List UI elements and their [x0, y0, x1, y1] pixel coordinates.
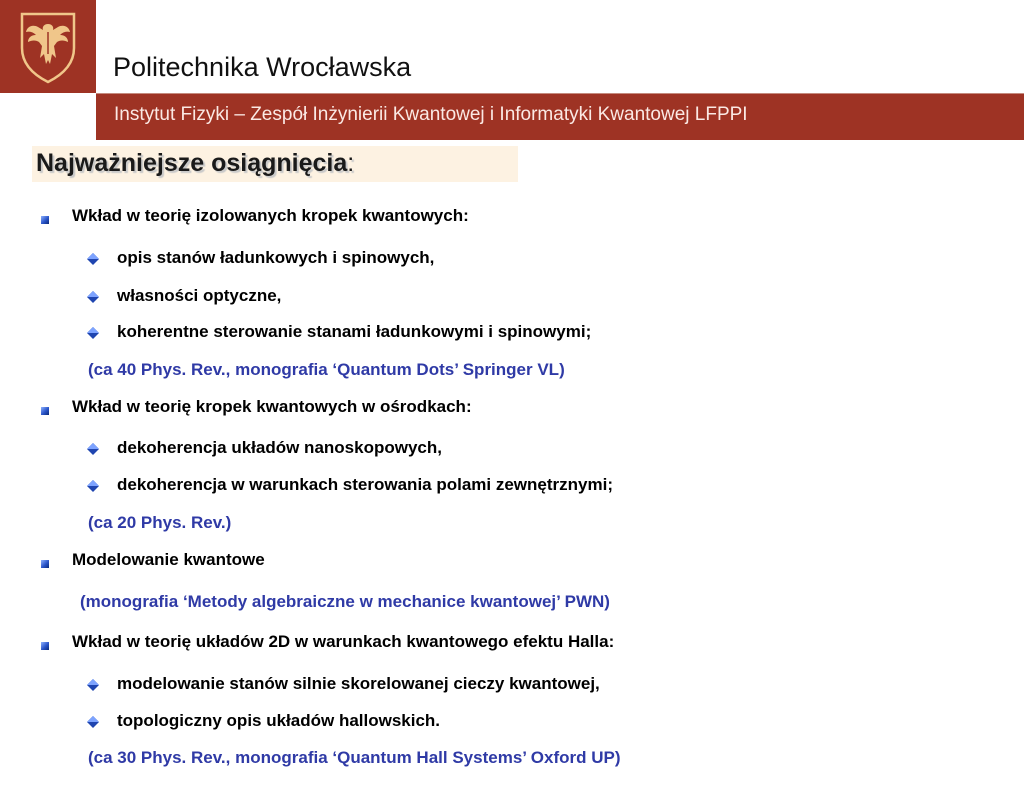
list-item: koherentne sterowanie stanami ładunkowymi i spinowymi; — [117, 322, 592, 341]
list-item: własności optyczne, — [117, 286, 282, 305]
list-item: topologiczny opis układów hallowskich. — [117, 711, 441, 730]
section-heading: Modelowanie kwantowe — [72, 550, 265, 569]
diamond-bullet-icon — [86, 715, 100, 729]
diamond-bullet-icon — [86, 678, 100, 692]
diamond-bullet-icon — [86, 326, 100, 340]
slide-title-colon: : — [347, 149, 355, 177]
section-heading: Wkład w teorię układów 2D w warunkach kwantowego efektu Halla: — [72, 632, 615, 651]
square-bullet-icon — [41, 642, 49, 650]
diamond-bullet-icon — [86, 252, 100, 266]
publication-note: (monografia ‘Metody algebraiczne w mechanice kwantowej’ PWN) — [80, 592, 610, 611]
diamond-bullet-icon — [86, 290, 100, 304]
publication-note: (ca 20 Phys. Rev.) — [88, 513, 232, 532]
square-bullet-icon — [41, 560, 49, 568]
institute-subtitle: Instytut Fizyki – Zespół Inżynierii Kwantowej i Informatyki Kwantowej LFPPI — [114, 104, 748, 125]
diamond-bullet-icon — [86, 479, 100, 493]
square-bullet-icon — [41, 407, 49, 415]
publication-note: (ca 30 Phys. Rev., monografia ‘Quantum Hall Systems’ Oxford UP) — [88, 748, 621, 767]
list-item: modelowanie stanów silnie skorelowanej cieczy kwantowej, — [117, 674, 600, 693]
diamond-bullet-icon — [86, 442, 100, 456]
list-item: dekoherencja układów nanoskopowych, — [117, 438, 442, 457]
slide-title-text: Najważniejsze osiągnięcia — [36, 149, 348, 177]
institution-name: Politechnika Wrocławska — [113, 52, 412, 82]
publication-note: (ca 40 Phys. Rev., monografia ‘Quantum Dots’ Springer VL) — [88, 360, 565, 379]
section-heading: Wkład w teorię izolowanych kropek kwantowych: — [72, 206, 469, 225]
list-item: dekoherencja w warunkach sterowania polami zewnętrznymi; — [117, 475, 613, 494]
list-item: opis stanów ładunkowych i spinowych, — [117, 248, 435, 267]
section-heading: Wkład w teorię kropek kwantowych w ośrodkach: — [72, 397, 472, 416]
square-bullet-icon — [41, 216, 49, 224]
